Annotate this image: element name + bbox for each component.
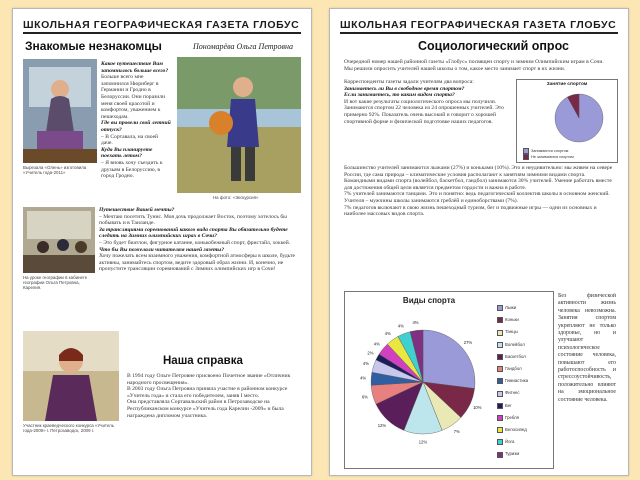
question-text: Что бы Вы пожелали читателям нашей газеты? [99, 246, 224, 253]
legend-label: Занимаются спортом [531, 148, 569, 153]
slice-label: 27% [463, 339, 473, 345]
legend-entry [497, 351, 528, 363]
photo-teacher-with-ball [177, 57, 301, 193]
legend-label: Бег [505, 402, 512, 408]
photo-classroom [23, 207, 95, 273]
answer-text: – Я вновь хочу съездить к друзьям в Белоруссию, в город Гродно. [101, 159, 163, 180]
survey-paragraph: 7% педагогов включают в свою жизнь пешеходный туризм, бег и подвижные игры — одни из основных и наиболее массовых видов спорта. [344, 204, 597, 218]
legend-label: Гимнастика [505, 378, 529, 384]
reference-paragraph: В 1994 году Ольге Петровне присвоено Почетное звание «Отличник народного просвещения». [127, 373, 291, 386]
chart-title: Виды спорта [402, 296, 456, 305]
legend-label: Фитнес [505, 390, 520, 396]
answer-text: Хочу пожелать всем взаимного уважения, комфортной атмосферы в школе, будьте активны, занимайтесь спортом, ведите здоровый образ жизни. И, конечно, не пропустите трансляции соревнований с Зимних олимпийских игр в Сочи! [99, 253, 295, 273]
survey-paragraph: Командными видами спорта (волейбол, баскетбол, гандбол) занимаются 30% учителей. Умение работать вместе для достижения общей цели является предметом гордости и важна в работе. [344, 178, 612, 191]
photo-caption: Вырезала «Олень» изготовила «Учитель года-2011» [23, 165, 87, 176]
legend-swatch [497, 354, 503, 360]
legend-label: Не занимаются спортом [531, 154, 574, 159]
survey-intro-text [344, 59, 616, 77]
survey-column-text [344, 79, 512, 161]
survey-paragraph: 7% учителей занимаются танцами. Это и понятно: ведь педагогический коллектив школы в основном женский. [344, 191, 610, 198]
survey-question: Занимаетесь ли Вы в свободное время спортом? [344, 85, 465, 92]
survey-paragraph: Учителя – мужчины школы занимаются греблёй и единоборствами (7%). [344, 197, 519, 204]
photo-teacher-sitting-drawing [23, 59, 97, 163]
newspaper-masthead: ШКОЛЬНАЯ ГЕОГРАФИЧЕСКАЯ ГАЗЕТА ГЛОБУС [340, 19, 618, 34]
reference-paragraph: В 2003 году Ольга Петровна приняла участие в районном конкурсе «Учитель года» и стала его победителем, заняв I место. [127, 386, 288, 399]
legend-label: Велосипед [505, 427, 527, 433]
chart-title: Занятие спортом [546, 82, 588, 87]
chart-sport-participation [516, 79, 618, 163]
survey-paragraph: Большинство учителей занимаются лыжами (27%) и коньками (10%). Это и неудивительно: мы живем на севере России, где сама природа – климатические условия располагают к занятиям зимними видами спорта. [344, 165, 613, 178]
legend-swatch [497, 391, 503, 397]
survey-body-text [344, 165, 616, 289]
question-text: Путешествие Вашей мечты? [99, 207, 175, 213]
photo-teacher-sitting [23, 59, 97, 163]
legend-label: Лыжи [505, 305, 517, 310]
photo-caption: Участник краеведческого конкурса «Учитель года-2009» г. Петрозаводск, 2009 г. [23, 423, 115, 434]
slice-label: 6% [361, 394, 368, 400]
legend-swatch [497, 439, 503, 445]
newspaper-page-left [12, 8, 312, 476]
question-text: Куда Вы планируете поехать летом? [101, 146, 153, 160]
survey-side-text: Без физической активности жизнь человека невозможна. Занятия спортом укрепляют не только здоровье, но и улучшают психологическое состояние человека, повышают его работоспособность и стрессоустойчивость, положительно влияют на эмоциональное состояние человека. [558, 293, 616, 403]
legend-entry [497, 375, 528, 387]
legend-swatch [497, 427, 503, 433]
answer-text: – Мечтаю посетить Тунис. Моя дочь продолжает Восток, поэтому хотелось бы побывать и в Таиланде. [99, 213, 287, 227]
pie-chart-2 [345, 308, 495, 464]
question-text: Какое путешествие Вам запомнилось больше всего? [101, 61, 169, 74]
legend-entry [497, 424, 528, 436]
legend-entry [497, 387, 528, 399]
legend-entry [497, 400, 528, 412]
legend-swatch [497, 330, 503, 336]
legend-label: Баскетбол [505, 353, 526, 359]
legend-entry [497, 302, 528, 314]
legend-swatch [497, 317, 503, 323]
newspaper-masthead: ШКОЛЬНАЯ ГЕОГРАФИЧЕСКАЯ ГАЗЕТА ГЛОБУС [23, 19, 301, 34]
photo-teacher-portrait [23, 331, 119, 421]
legend-label: Гребля [505, 414, 519, 420]
legend-entry [497, 412, 528, 424]
legend-swatch [497, 415, 503, 421]
legend-swatch [497, 452, 503, 458]
slice-label: 4% [360, 375, 367, 381]
answer-text: – Это будет биатлон, фигурное катание, конькобежный спорт, фристайл, хоккей. [99, 239, 291, 246]
question-text: За трансляциями соревнований какого вида спорта Вы обязательно будете следить на Зимних олимпийских играх в Сочи? [99, 226, 288, 240]
legend-label: Волейбол [505, 341, 525, 347]
slice-label: 7% [453, 429, 460, 435]
legend-label: Коньки [505, 317, 519, 323]
answer-text: Больше всего мне запомнился Нюрнберг в Германии и Гродно в Белоруссии. Они поразили меня своей красотой и комфортом, уважением к пешеходам. [101, 74, 166, 120]
survey-headline: Социологический опрос [418, 39, 569, 53]
legend-swatch [497, 342, 503, 348]
reference-paragraph: Она представляла Сортавальский район в Петрозаводске на Республиканском конкурсе «Учитель года Карелии -2009» и была награждена дипломом участника. [127, 399, 284, 419]
legend-label: Йога [505, 439, 515, 445]
survey-paragraph: Мы решили опросить учителей нашей школы о том, какое место занимает спорт в их жизни. [344, 65, 566, 72]
photo-teacher-portrait-drawing [23, 331, 119, 421]
legend-swatch [497, 366, 503, 372]
survey-paragraph: Корреспонденты газеты задали учителям два вопроса: [344, 79, 474, 85]
reference-headline: Наша справка [163, 355, 243, 367]
legend-entry [523, 154, 574, 160]
slice-label: 2% [367, 350, 374, 356]
interview-main [99, 207, 303, 377]
slice-label: 10% [473, 405, 482, 411]
photo-caption: На фото: «Экскурсия» [213, 195, 259, 200]
legend-entry [523, 148, 574, 154]
legend-entry [497, 436, 528, 448]
legend-swatch [497, 305, 503, 311]
legend-entry [497, 326, 528, 338]
chart-legend [523, 148, 574, 160]
slice-label: 4% [373, 341, 380, 347]
survey-paragraph: Занимаются спортом 22 человека из 24 опрошенных учителей. Это примерно 92%. Показатель очень высокий и говорит о хорошей спортивной форме и физической подготовке наших педагогов. [344, 105, 504, 125]
legend-label: Туризм [505, 451, 520, 457]
photo-teacher-with-ball-drawing [177, 57, 301, 193]
slice-label: 4% [362, 360, 369, 366]
photo-caption: На уроке географии в кабинете географии Ольга Петровна, Карелия. [23, 275, 88, 291]
slice-label: 12% [418, 439, 428, 445]
newspaper-page-right [329, 8, 629, 476]
article-byline: Пономарёва Ольга Петровна [193, 42, 293, 51]
article-headline: Знакомые незнакомцы [25, 39, 162, 53]
reference-text [127, 373, 303, 469]
legend-entry [497, 448, 528, 460]
chart-sport-types [344, 291, 554, 469]
legend-entry [497, 363, 528, 375]
interview-intro [101, 61, 171, 211]
legend-swatch [523, 154, 529, 160]
legend-label: Гандбол [505, 366, 522, 372]
photo-classroom-drawing [23, 207, 95, 273]
chart-legend [497, 302, 528, 461]
question-text: Где вы провели свой летний отпуск? [101, 120, 171, 133]
survey-paragraph: Очередной номер нашей районной газеты «Глобус» посвящен спорту и зимним Олимпийским играм в Сочи. [344, 59, 604, 65]
pie-slice [423, 330, 475, 389]
legend-swatch [497, 403, 503, 409]
pie-chart-1 [517, 88, 617, 150]
answer-text: – В Сортавала, на своей даче. [101, 133, 159, 147]
legend-label: Танцы [505, 329, 518, 335]
slice-label: 4% [397, 323, 404, 329]
legend-swatch [497, 378, 503, 384]
slice-label: 12% [377, 423, 387, 429]
legend-entry [497, 314, 528, 326]
legend-entry [497, 339, 528, 351]
survey-question: Если занимаетесь, то каким видом спорта? [344, 92, 455, 99]
slice-label: 4% [412, 319, 419, 325]
slice-label: 4% [384, 330, 391, 336]
survey-paragraph: И вот какие результаты социологического опроса мы получили. [344, 98, 497, 105]
